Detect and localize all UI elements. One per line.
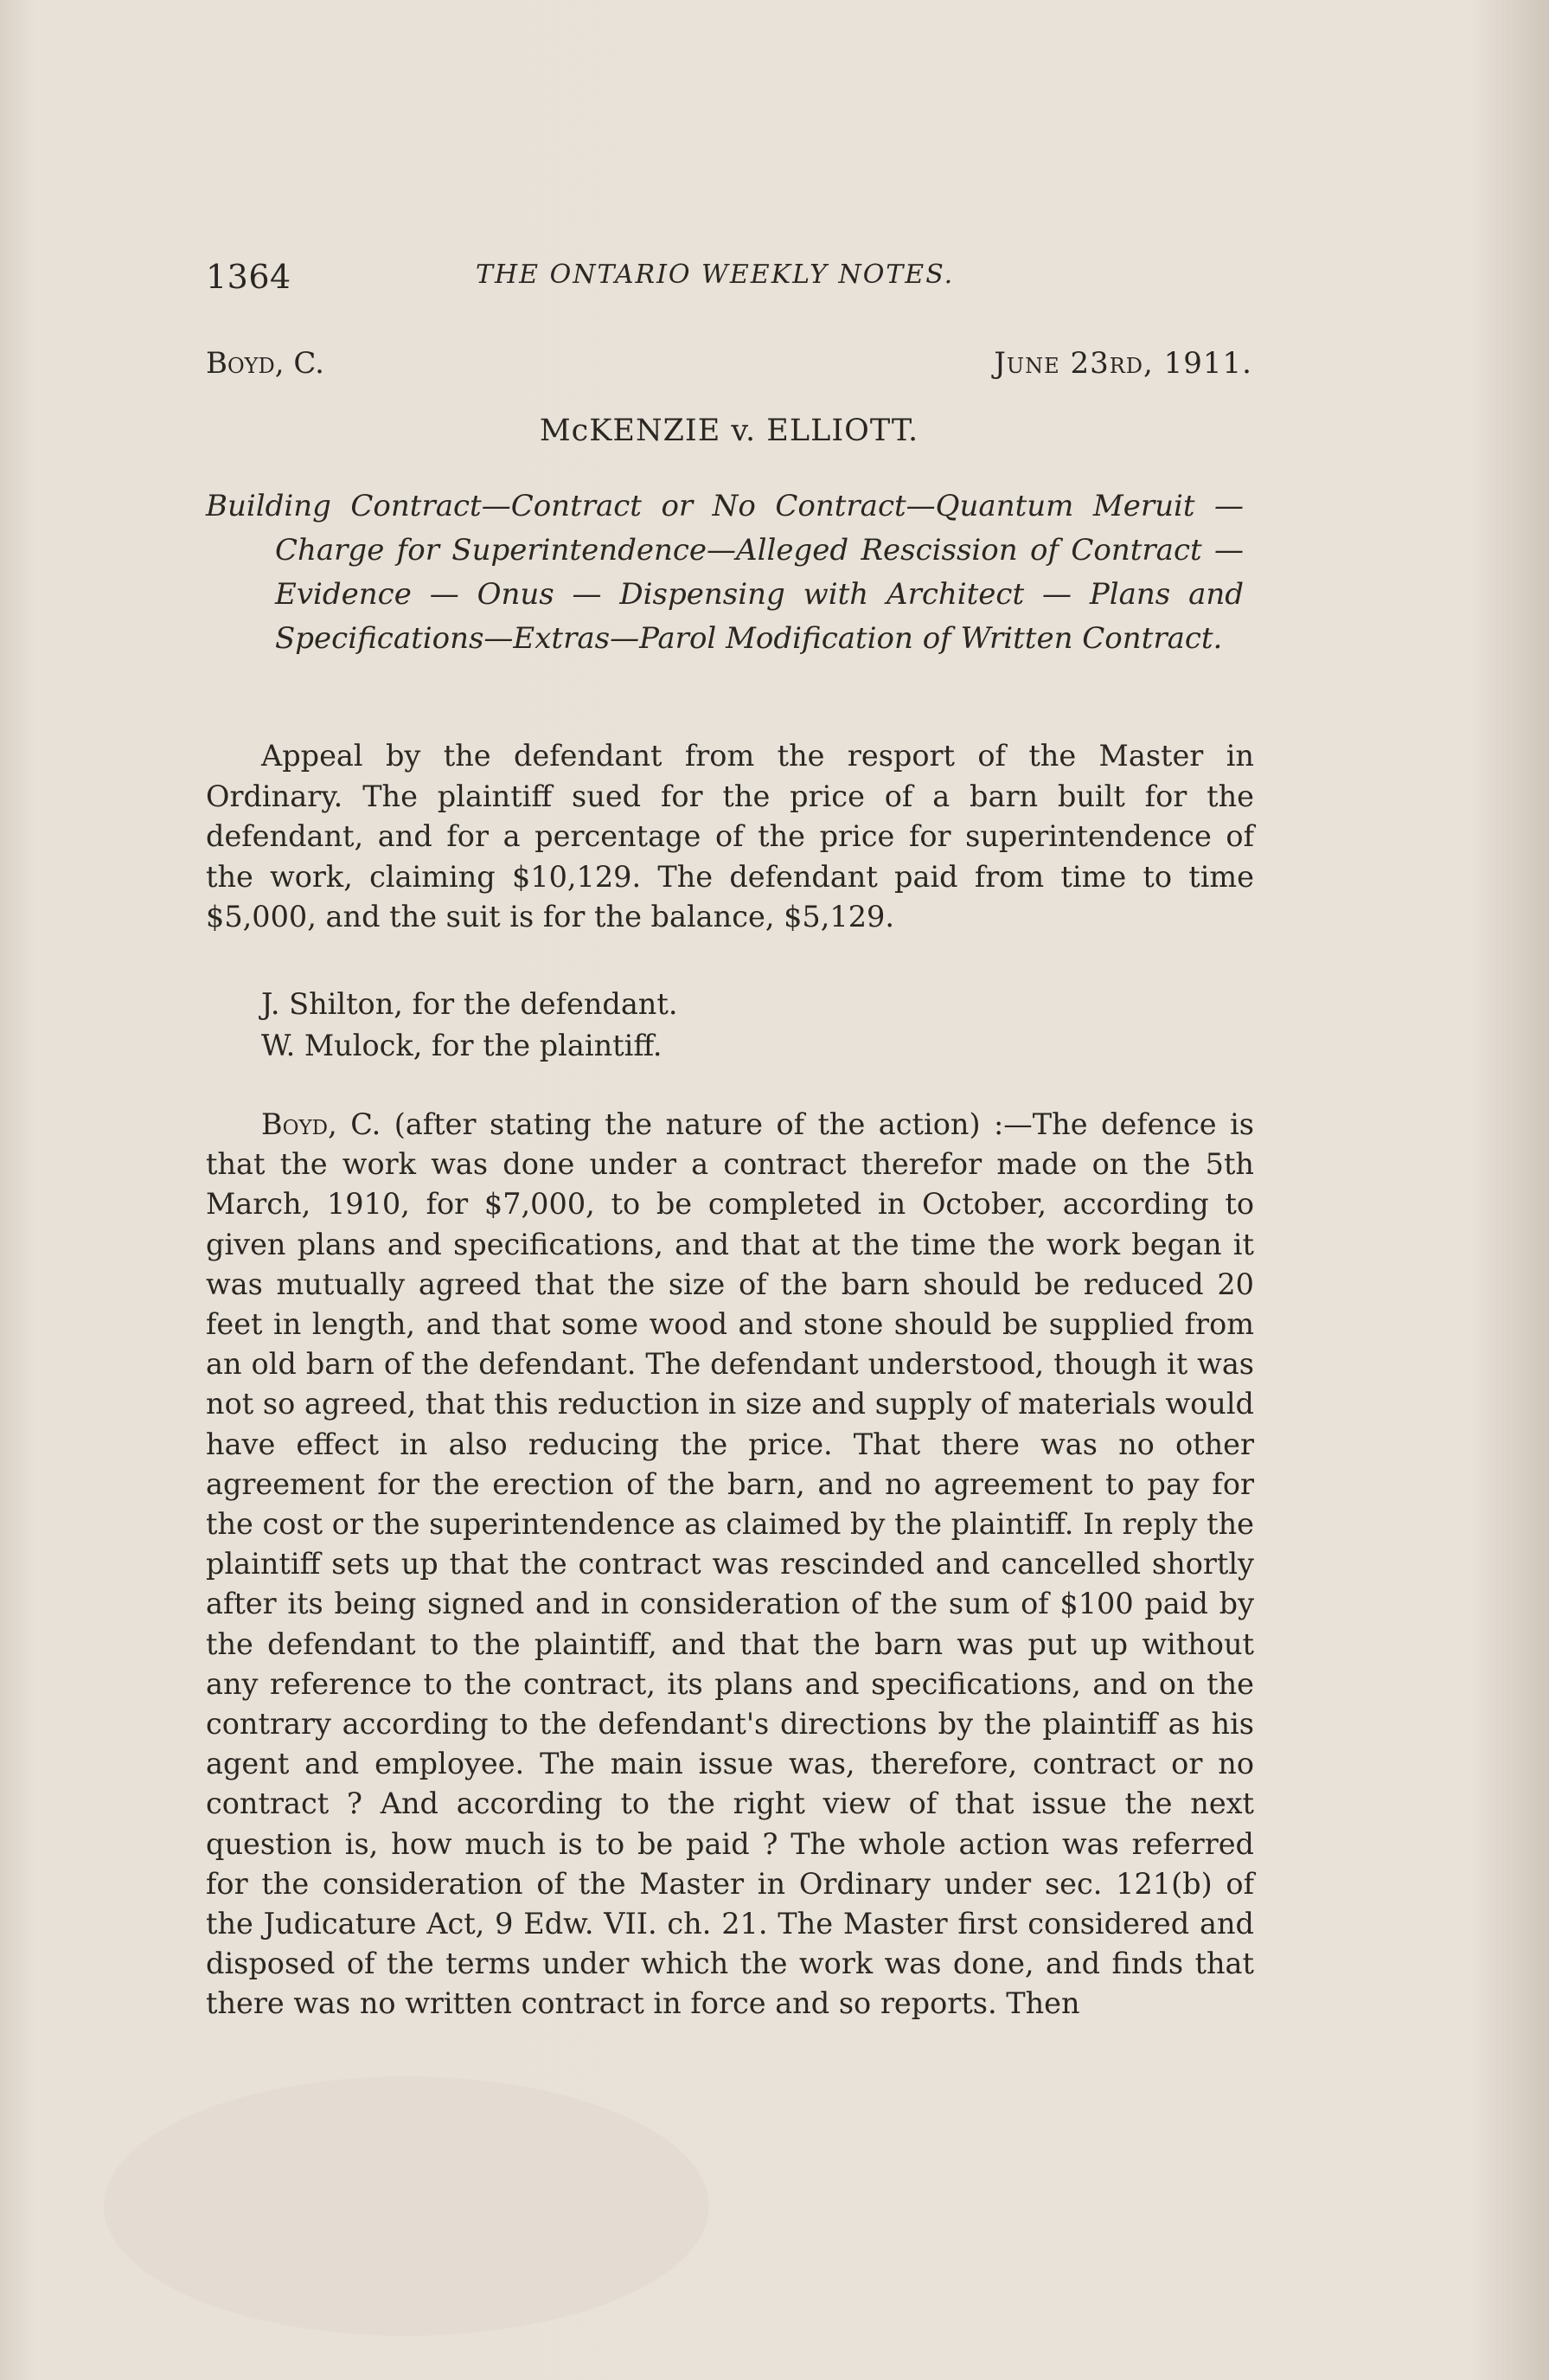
paper-stain (104, 2076, 709, 2336)
judgment-paragraph (206, 1105, 1254, 2024)
judgment-speaker: Boyd, C. (261, 1107, 381, 1141)
headnote: Building Contract—Contract or No Contract—Quantum Meruit —Charge for Superintendence—Alleged Rescission of Contract — Evidence — Onus — Dispensing with Architect — Plans and Specifications—Extras—Parol Modification of Written Contract. (206, 489, 1244, 656)
judge-date-line (206, 346, 1252, 389)
page-number: 1364 (206, 258, 291, 296)
counsel-plaintiff: W. Mulock, for the plaintiff. (261, 1029, 662, 1062)
case-title: McKENZIE v. ELLIOTT. (539, 414, 919, 448)
appeal-paragraph: Appeal by the defendant from the resport of the Master in Ordinary. The plaintiff sued for the price of a barn built for the defendant, and for a percentage of the price for superintendence of the work, claiming $10,129. The defendant paid from time to time $5,000, and the suit is for the balance, $5,129. (206, 739, 1254, 934)
running-head (206, 258, 1252, 301)
decision-date: June 23rd, 1911. (994, 346, 1252, 381)
judgment-text: (after stating the nature of the action) :—The defence is that the work was done under a contract therefor made on the 5th March, 1910, for $7,000, to be completed in October, according to given plans and specifications, and that at the time the work began it was mutually agreed that the size of the barn should be reduced 20 feet in length, and that some wood and stone should be supplied from an old barn of the defendant. The defendant understood, though it was not so agreed, that this reduction in size and supply of materials would have effect in also reducing the price. That there was no other agreement for the erection of the barn, and no agreement to pay for the cost or the superintendence as claimed by the plaintiff. In reply the plaintiff sets up that the contract was rescinded and cancelled shortly after its being signed and in consideration of the sum of $100 paid by the defendant to the plaintiff, and that the barn was put up without any reference to the contract, its plans and specifications, and on the contrary according to the defendant's directions by the plaintiff as his agent and employee. The main issue was, therefore, contract or no contract ? And according to the right view of that issue the next question is, how much is to be paid ? The whole action was referred for the consideration of the Master in Ordinary under sec. 121(b) of the Judicature Act, 9 Edw. VII. ch. 21. The Master first considered and disposed of the terms under which the work was done, and finds that there was no written contract in force and so reports. Then (206, 1107, 1254, 2021)
judge-name: Boyd, C. (206, 346, 324, 381)
journal-title: THE ONTARIO WEEKLY NOTES. (476, 260, 955, 290)
counsel-defendant: J. Shilton, for the defendant. (261, 987, 678, 1021)
